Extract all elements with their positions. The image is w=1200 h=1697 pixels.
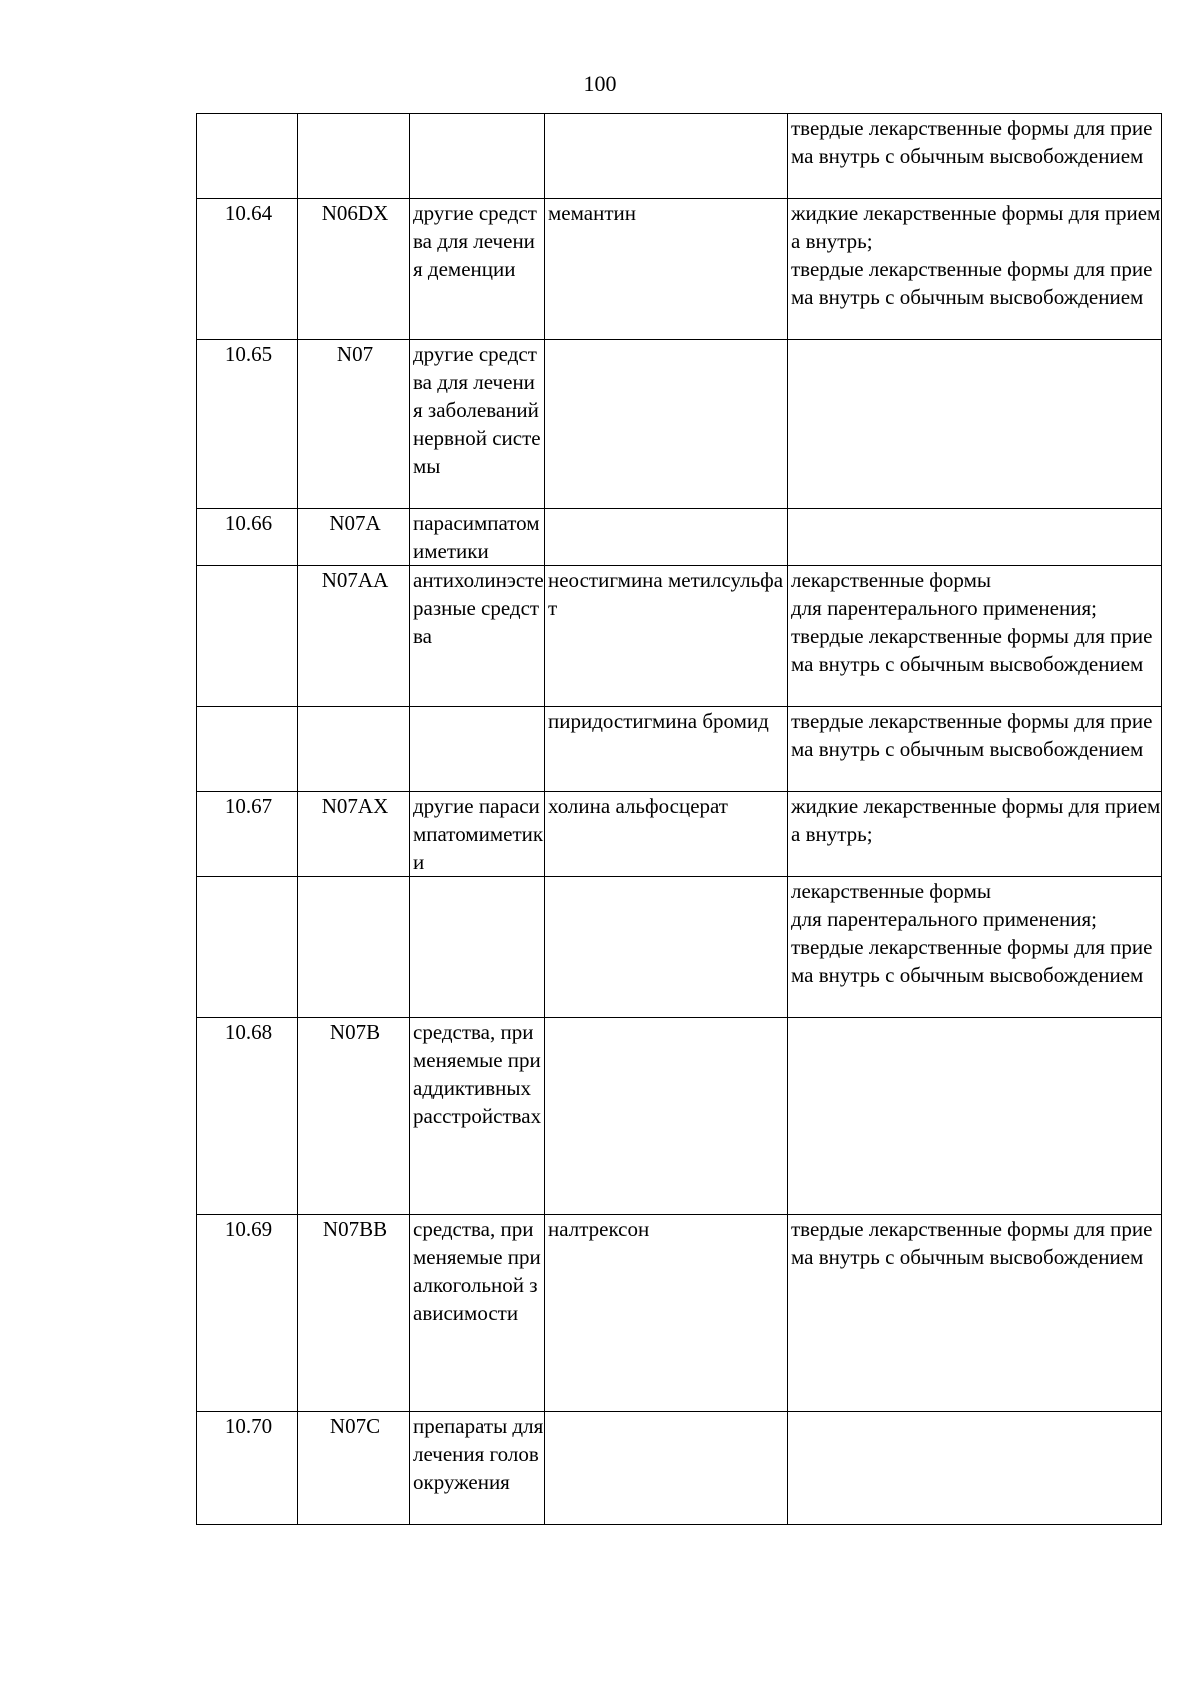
drug-name bbox=[545, 1018, 788, 1215]
atc-code: N07AX bbox=[298, 792, 410, 877]
table-row bbox=[197, 509, 1162, 566]
atc-code bbox=[298, 877, 410, 1018]
dosage-form: лекарственные формы bbox=[791, 879, 991, 903]
group-name: средства, применяемые при аддиктивных расстройствах bbox=[410, 1018, 545, 1215]
dosage-forms bbox=[788, 114, 1162, 199]
row-number bbox=[197, 877, 298, 1018]
dosage-form: жидкие лекарственные формы для приема внутрь; bbox=[791, 201, 1161, 253]
row-number: 10.69 bbox=[197, 1215, 298, 1412]
drug-name bbox=[545, 340, 788, 509]
row-number: 10.67 bbox=[197, 792, 298, 877]
dosage-form: жидкие лекарственные формы для приема внутрь; bbox=[791, 794, 1161, 846]
drug-name bbox=[545, 509, 788, 566]
atc-code: N07B bbox=[298, 1018, 410, 1215]
dosage-forms bbox=[788, 509, 1162, 566]
table-row bbox=[197, 877, 1162, 1018]
dosage-form: твердые лекарственные формы для приема внутрь с обычным высвобождением bbox=[791, 1217, 1153, 1269]
table-row bbox=[197, 199, 1162, 340]
group-name: другие средства для лечения заболеваний нервной системы bbox=[410, 340, 545, 509]
dosage-forms bbox=[788, 199, 1162, 340]
row-number bbox=[197, 707, 298, 792]
dosage-form: твердые лекарственные формы для приема внутрь с обычным высвобождением bbox=[791, 116, 1153, 168]
dosage-forms bbox=[788, 566, 1162, 707]
atc-code: N06DX bbox=[298, 199, 410, 340]
drug-name bbox=[545, 114, 788, 199]
group-name: средства, применяемые при алкогольной зависимости bbox=[410, 1215, 545, 1412]
table-row bbox=[197, 1018, 1162, 1215]
dosage-forms bbox=[788, 1412, 1162, 1525]
row-number: 10.68 bbox=[197, 1018, 298, 1215]
atc-code: N07 bbox=[298, 340, 410, 509]
group-name bbox=[410, 707, 545, 792]
group-name: другие средства для лечения деменции bbox=[410, 199, 545, 340]
group-name: препараты для лечения головокружения bbox=[410, 1412, 545, 1525]
dosage-form: лекарственные формы bbox=[791, 568, 991, 592]
group-name bbox=[410, 114, 545, 199]
drug-table bbox=[196, 113, 1162, 1525]
row-number: 10.70 bbox=[197, 1412, 298, 1525]
group-name: другие парасимпатомиметики bbox=[410, 792, 545, 877]
drug-name bbox=[545, 877, 788, 1018]
dosage-forms bbox=[788, 877, 1162, 1018]
row-number: 10.65 bbox=[197, 340, 298, 509]
row-number: 10.66 bbox=[197, 509, 298, 566]
table-row bbox=[197, 1215, 1162, 1412]
table-row bbox=[197, 1412, 1162, 1525]
atc-code: N07BB bbox=[298, 1215, 410, 1412]
row-number bbox=[197, 566, 298, 707]
dosage-form: для парентерального применения; bbox=[791, 907, 1097, 931]
drug-name: пиридостигмина бромид bbox=[545, 707, 788, 792]
atc-code: N07C bbox=[298, 1412, 410, 1525]
table-row bbox=[197, 114, 1162, 199]
drug-name: холина альфосцерат bbox=[545, 792, 788, 877]
dosage-forms bbox=[788, 1018, 1162, 1215]
drug-name: неостигмина метилсульфат bbox=[545, 566, 788, 707]
atc-code bbox=[298, 707, 410, 792]
dosage-forms bbox=[788, 1215, 1162, 1412]
row-number: 10.64 bbox=[197, 199, 298, 340]
row-number bbox=[197, 114, 298, 199]
group-name: парасимпатомиметики bbox=[410, 509, 545, 566]
table-row bbox=[197, 707, 1162, 792]
atc-code bbox=[298, 114, 410, 199]
table-row bbox=[197, 340, 1162, 509]
group-name bbox=[410, 877, 545, 1018]
drug-name: мемантин bbox=[545, 199, 788, 340]
atc-code: N07A bbox=[298, 509, 410, 566]
dosage-form: твердые лекарственные формы для приема внутрь с обычным высвобождением bbox=[791, 257, 1153, 309]
dosage-forms bbox=[788, 707, 1162, 792]
table-row bbox=[197, 566, 1162, 707]
drug-name: налтрексон bbox=[545, 1215, 788, 1412]
page-number: 100 bbox=[583, 71, 617, 96]
atc-code: N07AA bbox=[298, 566, 410, 707]
table-row bbox=[197, 792, 1162, 877]
dosage-form: твердые лекарственные формы для приема внутрь с обычным высвобождением bbox=[791, 709, 1153, 761]
dosage-forms bbox=[788, 340, 1162, 509]
drug-name bbox=[545, 1412, 788, 1525]
dosage-forms bbox=[788, 792, 1162, 877]
dosage-form: твердые лекарственные формы для приема внутрь с обычным высвобождением bbox=[791, 624, 1153, 676]
dosage-form: для парентерального применения; bbox=[791, 596, 1097, 620]
group-name: антихолинэстеразные средства bbox=[410, 566, 545, 707]
dosage-form: твердые лекарственные формы для приема внутрь с обычным высвобождением bbox=[791, 935, 1153, 987]
